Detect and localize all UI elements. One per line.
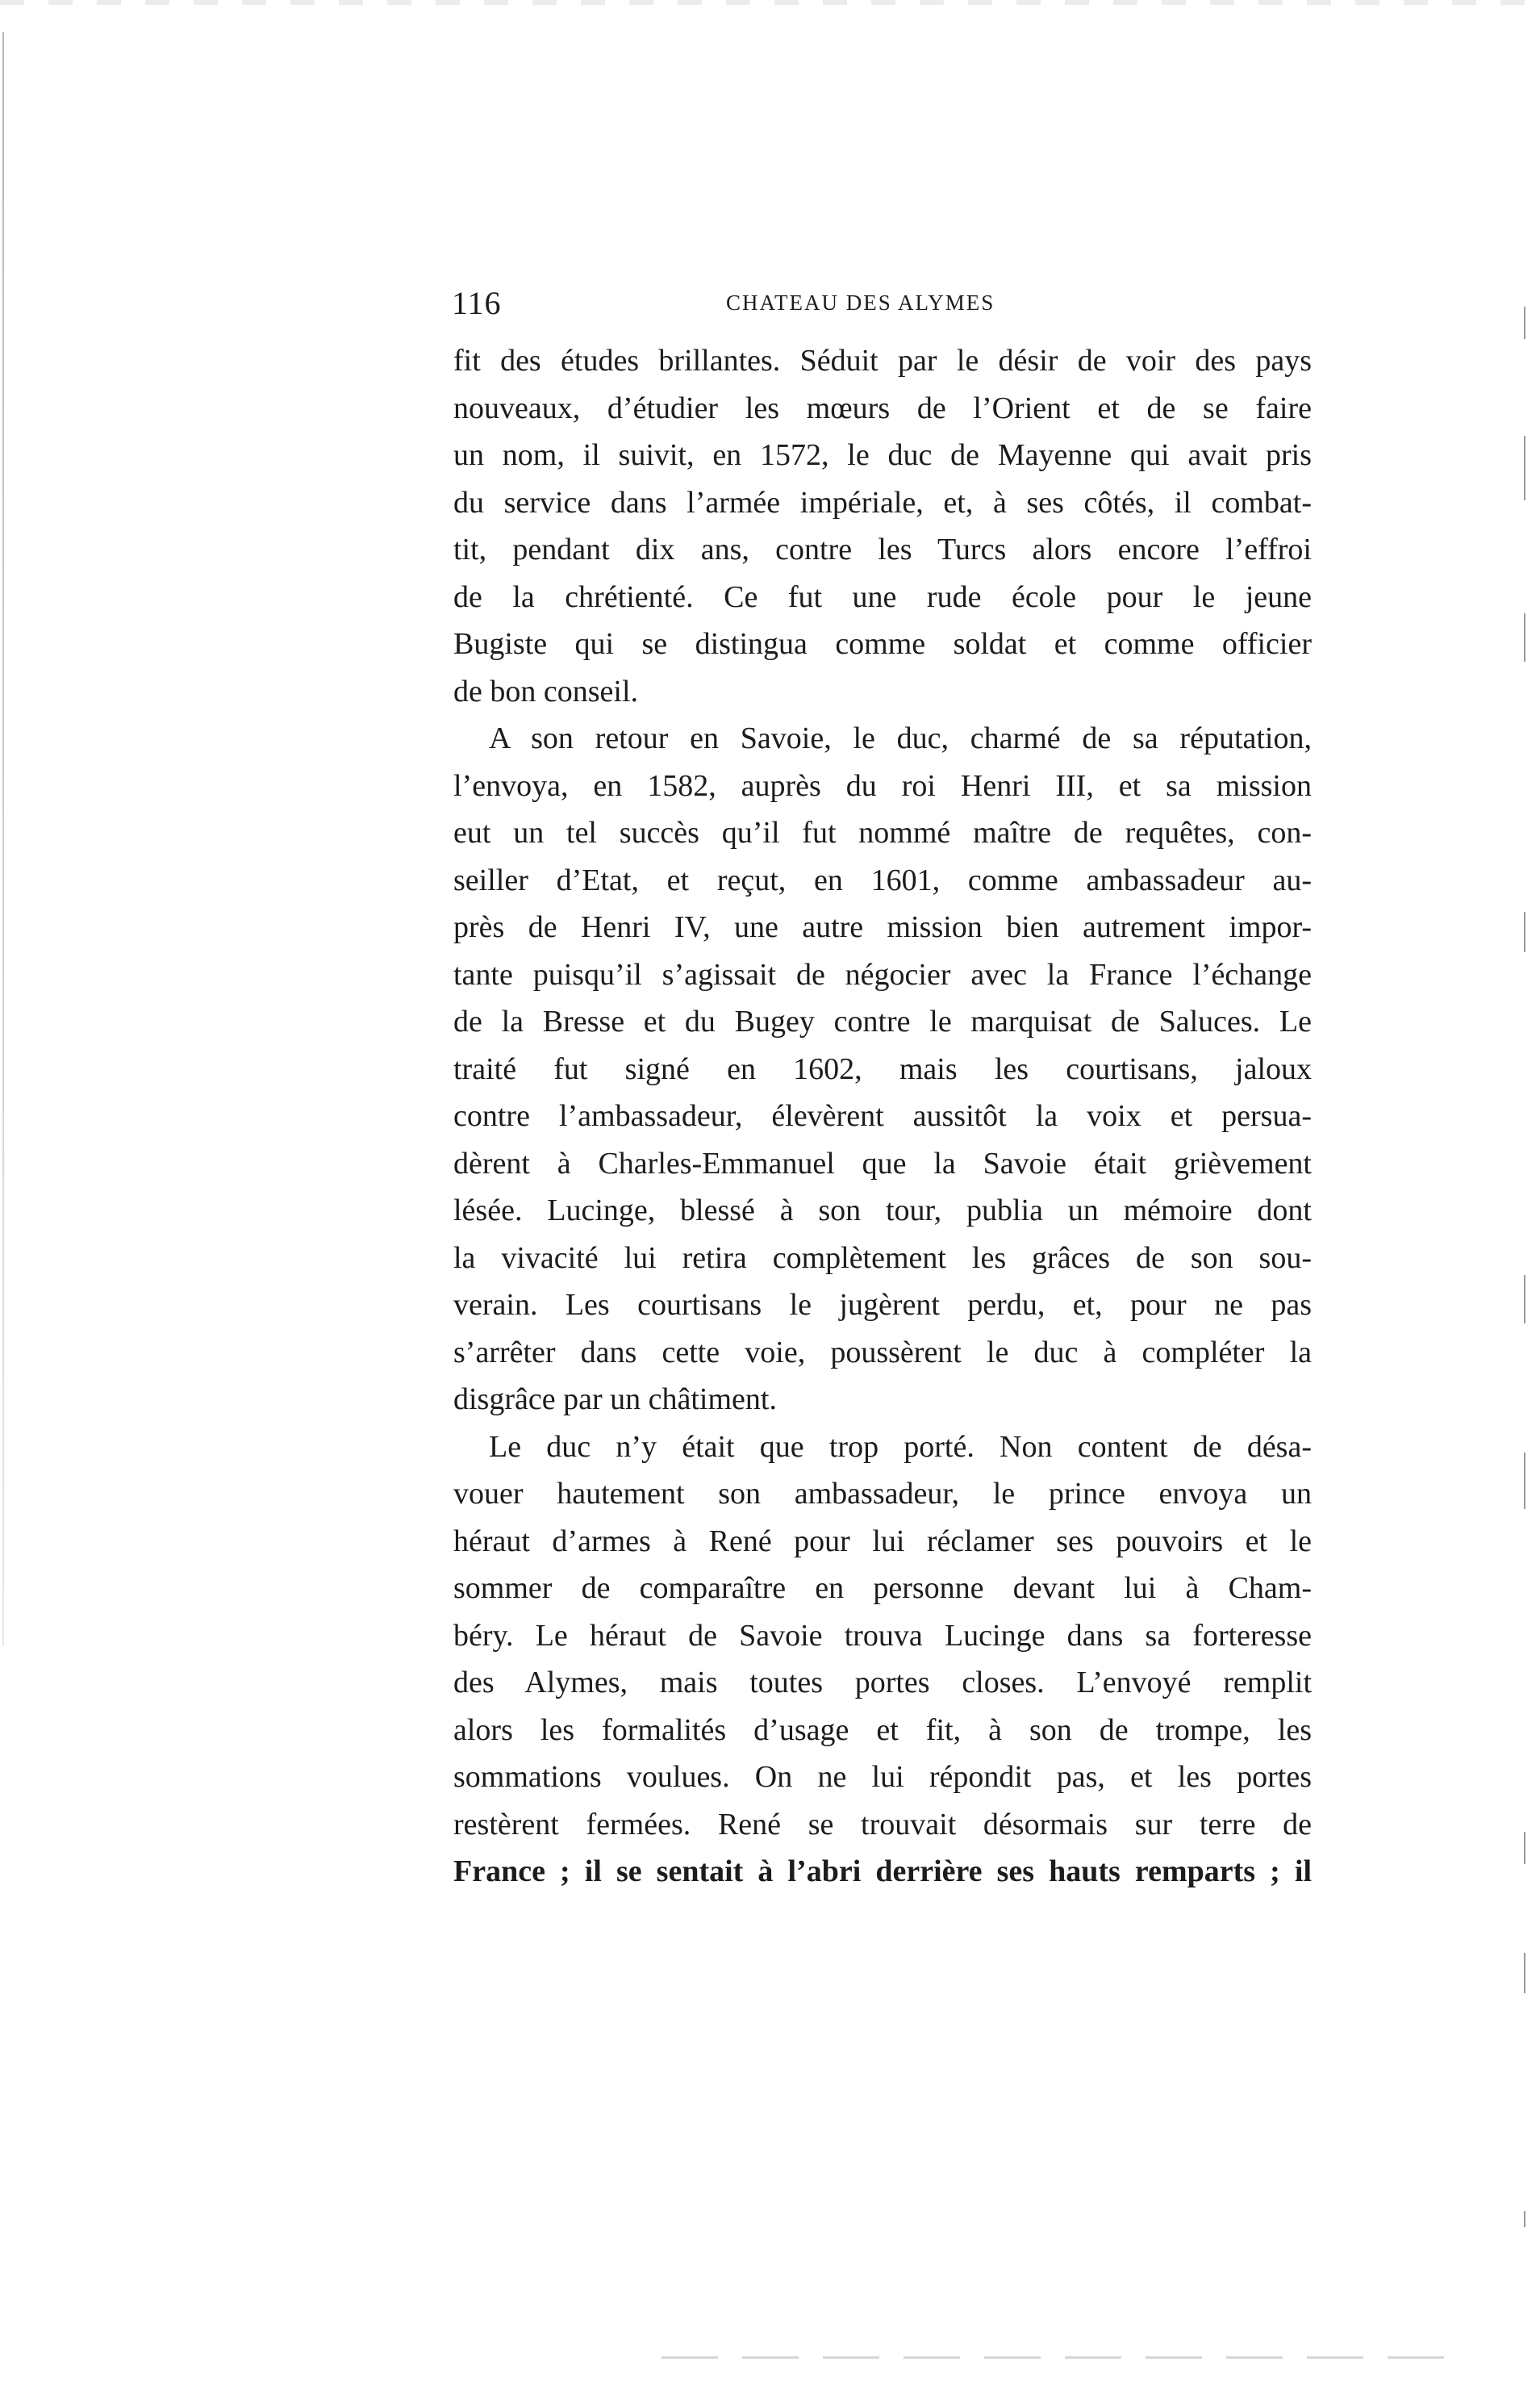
text-line: A son retour en Savoie, le duc, charmé de sa réputation, bbox=[489, 721, 1312, 755]
page-number: 116 bbox=[452, 285, 502, 321]
text-line: des Alymes, mais toutes portes closes. L’envoyé remplit bbox=[453, 1666, 1312, 1699]
text-line: traité fut signé en 1602, mais les courtisans, jaloux bbox=[453, 1051, 1312, 1086]
scan-right-mark bbox=[1524, 2211, 1525, 2227]
text-line: seiller d’Etat, et reçut, en 1601, comme ambassadeur au- bbox=[453, 863, 1312, 897]
text-line: eut un tel succès qu’il fut nommé maître de requêtes, con- bbox=[453, 816, 1312, 850]
text-line: béry. Le héraut de Savoie trouva Lucinge dans sa forteresse bbox=[453, 1618, 1312, 1653]
scan-right-mark bbox=[1524, 613, 1525, 662]
text-line: sommer de comparaître en personne devant lui à Cham- bbox=[453, 1571, 1312, 1605]
text-line: s’arrêter dans cette voie, poussèrent le duc à compléter la bbox=[453, 1335, 1312, 1369]
text-line: fit des études brillantes. Séduit par le désir de voir des pays bbox=[453, 344, 1312, 378]
text-line: restèrent fermées. René se trouvait désormais sur terre de bbox=[453, 1807, 1312, 1841]
scan-right-mark bbox=[1524, 436, 1525, 500]
text-line: près de Henri IV, une autre mission bien autrement impor- bbox=[453, 910, 1312, 944]
scan-top-edge bbox=[0, 0, 1540, 5]
text-line: dèrent à Charles-Emmanuel que la Savoie était grièvement bbox=[453, 1146, 1312, 1181]
scan-bottom-edge bbox=[661, 2356, 1468, 2359]
scan-right-mark bbox=[1524, 912, 1525, 952]
text-line: un nom, il suivit, en 1572, le duc de Mayenne qui avait pris bbox=[453, 438, 1312, 472]
text-line: France ; il se sentait à l’abri derrière ses hauts remparts ; il bbox=[453, 1854, 1312, 1888]
text-line: verain. Les courtisans le jugèrent perdu, et, pour ne pas bbox=[453, 1288, 1312, 1322]
scan-right-mark bbox=[1524, 1453, 1525, 1509]
text-line: du service dans l’armée impériale, et, à ses côtés, il combat- bbox=[453, 485, 1312, 520]
running-title: CHATEAU DES ALYMES bbox=[726, 291, 995, 315]
text-line: la vivacité lui retira complètement les grâces de son sou- bbox=[453, 1240, 1312, 1275]
text-line: héraut d’armes à René pour lui réclamer ses pouvoirs et le bbox=[453, 1524, 1312, 1558]
scan-right-mark bbox=[1524, 1953, 1525, 1993]
text-line: alors les formalités d’usage et fit, à son de trompe, les bbox=[453, 1712, 1312, 1747]
text-line: de la Bresse et du Bugey contre le marquisat de Saluces. Le bbox=[453, 1005, 1312, 1039]
scan-left-edge bbox=[2, 32, 4, 1646]
text-line: Bugiste qui se distingua comme soldat et comme officier bbox=[453, 627, 1312, 661]
text-line: disgrâce par un châtiment. bbox=[453, 1382, 777, 1416]
scan-right-mark bbox=[1524, 1275, 1525, 1323]
text-line: tit, pendant dix ans, contre les Turcs alors encore l’effroi bbox=[453, 533, 1312, 566]
text-line: sommations voulues. On ne lui répondit pas, et les portes bbox=[453, 1760, 1312, 1794]
text-line: contre l’ambassadeur, élevèrent aussitôt la voix et persua- bbox=[453, 1099, 1312, 1133]
text-line: Le duc n’y était que trop porté. Non content de désa- bbox=[489, 1429, 1312, 1464]
page-header bbox=[452, 284, 1033, 326]
text-line: nouveaux, d’étudier les mœurs de l’Orient et de se faire bbox=[453, 391, 1312, 425]
body-text bbox=[453, 337, 1312, 1896]
scan-right-mark bbox=[1524, 1832, 1525, 1864]
text-line: vouer hautement son ambassadeur, le prince envoya un bbox=[453, 1477, 1312, 1511]
scan-right-mark bbox=[1524, 307, 1525, 339]
text-line: tante puisqu’il s’agissait de négocier avec la France l’échange bbox=[453, 957, 1312, 992]
text-line: de la chrétienté. Ce fut une rude école pour le jeune bbox=[453, 579, 1312, 614]
text-line: lésée. Lucinge, blessé à son tour, publia un mémoire dont bbox=[453, 1194, 1312, 1227]
text-line: de bon conseil. bbox=[453, 674, 639, 709]
text-line: l’envoya, en 1582, auprès du roi Henri III, et sa mission bbox=[453, 768, 1312, 803]
